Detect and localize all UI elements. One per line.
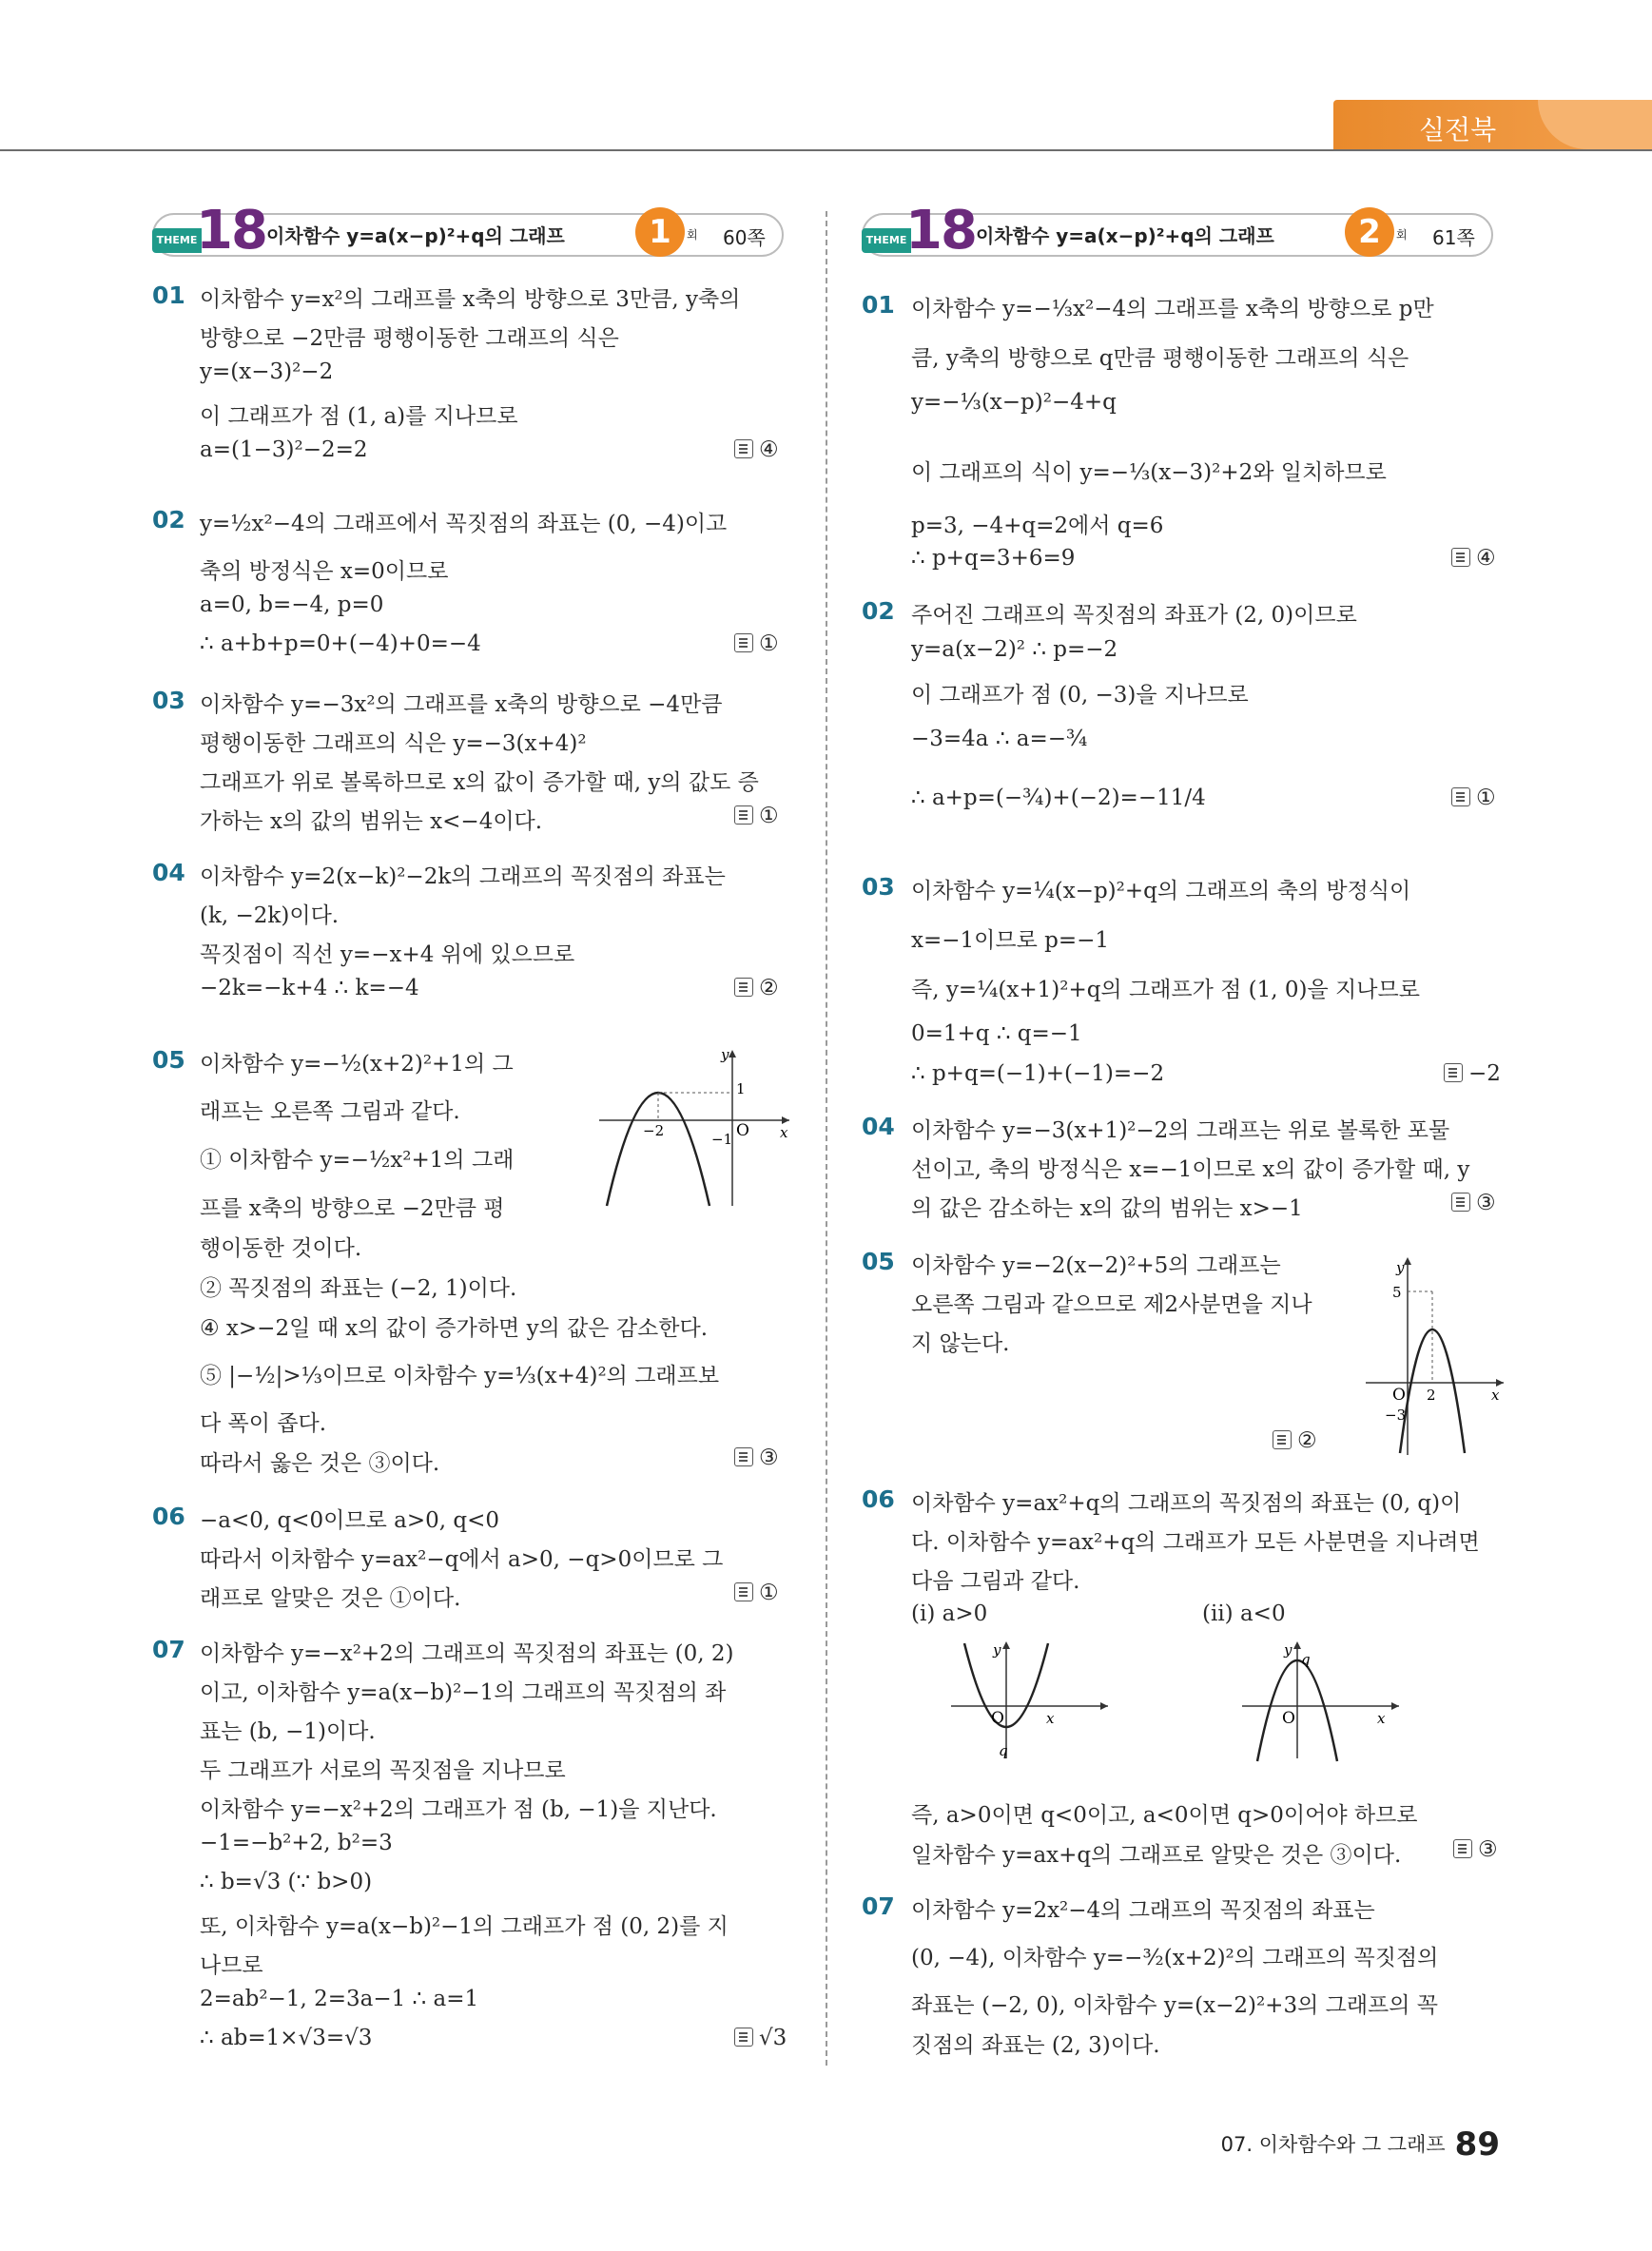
solution-line: 래프는 오른쪽 그림과 같다. (200, 1099, 460, 1124)
x-arrow (1496, 1379, 1504, 1387)
solution-line: 지 않는다. (911, 1331, 1010, 1356)
theme-number: 18 (196, 200, 266, 262)
solution-line: 2=ab²−1, 2=3a−1 ∴ a=1 (200, 1987, 479, 2011)
answer (734, 437, 779, 462)
page-number: 89 (1454, 2125, 1500, 2164)
tick-5: 5 (1392, 1284, 1402, 1301)
answer (734, 631, 779, 656)
solution-line: 다 폭이 좁다. (200, 1411, 327, 1436)
case-label-b: (ⅱ) a<0 (1202, 1601, 1286, 1626)
origin-label: O (1282, 1709, 1295, 1728)
left05-graph (590, 1046, 799, 1208)
solution-line: 0=1+q ∴ q=−1 (911, 1021, 1082, 1046)
solution-line: 이차함수 y=−⅓x²−4의 그래프를 x축의 방향으로 p만 (911, 297, 1434, 321)
answer-value: ④ (759, 437, 779, 462)
solution-line: 나므로 (200, 1953, 263, 1978)
tab-decoration (1538, 100, 1652, 149)
theme-tag: THEME (152, 228, 202, 253)
tick-m1: −1 (711, 1131, 733, 1148)
theme-tag: THEME (862, 228, 911, 253)
theme-title: 이차함수 y=a(x−p)²+q의 그래프 (266, 224, 565, 247)
solution-line: ∴ a+b+p=0+(−4)+0=−4 (200, 631, 481, 656)
solution-line: 이차함수 y=ax²+q의 그래프의 꼭짓점의 좌표는 (0, q)이 (911, 1491, 1462, 1516)
answer (734, 976, 779, 1000)
q-label: q (999, 1742, 1008, 1759)
solution-line: 이고, 이차함수 y=a(x−b)²−1의 그래프의 꼭짓점의 좌 (200, 1680, 727, 1705)
problem-number: 04 (862, 1113, 895, 1140)
solution-line: 이차함수 y=−x²+2의 그래프의 꼭짓점의 좌표는 (0, 2) (200, 1641, 734, 1666)
solution-line: 이차함수 y=−3(x+1)²−2의 그래프는 위로 볼록한 포물 (911, 1118, 1450, 1143)
tick-m2: −2 (643, 1122, 665, 1139)
answer-icon (1451, 787, 1470, 806)
problem-number: 03 (862, 873, 895, 901)
problem-number: 07 (152, 1636, 185, 1663)
solution-line: ∴ b=√3 (∵ b>0) (200, 1870, 373, 1894)
answer-icon (734, 805, 753, 825)
answer-icon (1444, 1063, 1463, 1082)
solution-line: 주어진 그래프의 꼭짓점의 좌표가 (2, 0)이므로 (911, 603, 1357, 628)
case-label-a: (ⅰ) a>0 (911, 1601, 988, 1626)
solution-line: 일차함수 y=ax+q의 그래프로 알맞은 것은 ③이다. (911, 1843, 1402, 1868)
x-label: x (780, 1124, 788, 1141)
answer-value: ③ (1476, 1191, 1496, 1215)
solution-line: 선이고, 축의 방정식은 x=−1이므로 x의 값이 증가할 때, y (911, 1157, 1470, 1182)
answer (1273, 1428, 1317, 1453)
answer-icon (734, 978, 753, 997)
problem-number: 02 (152, 506, 185, 534)
problem-number: 01 (862, 291, 895, 319)
solution-line: −2k=−k+4 ∴ k=−4 (200, 976, 419, 1000)
solution-line: 이차함수 y=x²의 그래프를 x축의 방향으로 3만큼, y축의 (200, 287, 741, 312)
problem-number: 06 (152, 1503, 185, 1530)
answer-icon (734, 439, 753, 458)
solution-line: 큼, y축의 방향으로 q만큼 평행이동한 그래프의 식은 (911, 346, 1409, 371)
x-arrow (1391, 1702, 1399, 1710)
answer-icon (734, 633, 753, 652)
solution-line: y=−⅓(x−p)²−4+q (911, 390, 1117, 415)
y-label: y (1396, 1259, 1405, 1276)
answer (734, 804, 779, 828)
answer-icon (1453, 1839, 1472, 1858)
solution-line: ∴ p+q=(−1)+(−1)=−2 (911, 1061, 1165, 1086)
theme-title: 이차함수 y=a(x−p)²+q의 그래프 (976, 224, 1274, 247)
answer (1451, 546, 1496, 571)
tick-1: 1 (736, 1080, 746, 1097)
header-rule (0, 149, 1652, 151)
solution-line: −a<0, q<0이므로 a>0, q<0 (200, 1508, 499, 1533)
problem-number: 07 (862, 1892, 895, 1920)
solution-line: 다. 이차함수 y=ax²+q의 그래프가 모든 사분면을 지나려면 (911, 1530, 1480, 1555)
solution-line: 좌표는 (−2, 0), 이차함수 y=(x−2)²+3의 그래프의 꼭 (911, 1993, 1439, 2018)
solution-line: 이차함수 y=−x²+2의 그래프가 점 (b, −1)을 지난다. (200, 1797, 717, 1822)
solution-line: 오른쪽 그림과 같으므로 제2사분면을 지나 (911, 1292, 1312, 1317)
tick-m3: −3 (1385, 1407, 1407, 1424)
chapter-label: 07. 이차함수와 그 그래프 (1220, 2133, 1446, 2156)
answer-icon (1273, 1430, 1292, 1449)
solution-line: 래프로 알맞은 것은 ①이다. (200, 1586, 461, 1611)
origin-label: O (1392, 1386, 1406, 1405)
answer-icon (1451, 1193, 1470, 1212)
solution-line: 즉, a>0이면 q<0이고, a<0이면 q>0이어야 하므로 (911, 1803, 1418, 1828)
round-badge: 1 (635, 207, 685, 257)
answer-value: ① (759, 631, 779, 656)
problem-number: 05 (152, 1046, 185, 1074)
solution-line: ∴ ab=1×√3=√3 (200, 2026, 373, 2050)
solution-line: ④ x>−2일 때 x의 값이 증가하면 y의 값은 감소한다. (200, 1316, 709, 1341)
y-label: y (993, 1641, 1001, 1659)
solution-line: 그래프가 위로 볼록하므로 x의 값이 증가할 때, y의 값도 증 (200, 770, 759, 795)
answer (734, 1581, 779, 1605)
right06-graph-a (942, 1640, 1113, 1763)
theme-number: 18 (905, 200, 976, 262)
solution-line: 이차함수 y=2x²−4의 그래프의 꼭짓점의 좌표는 (911, 1898, 1375, 1923)
problem-number: 04 (152, 859, 185, 886)
answer-value: ③ (1478, 1837, 1498, 1862)
origin-label: O (991, 1709, 1004, 1728)
left-theme-header (152, 200, 789, 262)
problem-number: 05 (862, 1248, 895, 1275)
solution-line: y=½x²−4의 그래프에서 꼭짓점의 좌표는 (0, −4)이고 (200, 512, 728, 536)
right05-graph (1356, 1253, 1508, 1458)
solution-line: ∴ p+q=3+6=9 (911, 546, 1076, 571)
answer-value: ② (759, 976, 779, 1000)
answer-value: ① (759, 1581, 779, 1605)
solution-line: x=−1이므로 p=−1 (911, 928, 1110, 953)
q-label: q (1301, 1651, 1311, 1668)
parabola (607, 1093, 709, 1206)
solution-line: 짓점의 좌표는 (2, 3)이다. (911, 2033, 1160, 2058)
solution-line: 이 그래프가 점 (0, −3)을 지나므로 (911, 683, 1249, 708)
y-arrow (729, 1050, 736, 1058)
tick-2: 2 (1427, 1387, 1436, 1404)
solution-line: (0, −4), 이차함수 y=−³⁄₂(x+2)²의 그래프의 꼭짓점의 (911, 1946, 1439, 1970)
solution-line: 프를 x축의 방향으로 −2만큼 평 (200, 1196, 505, 1221)
solution-line: 이차함수 y=−2(x−2)²+5의 그래프는 (911, 1253, 1281, 1278)
solution-line: y=a(x−2)² ∴ p=−2 (911, 637, 1118, 662)
right-theme-header (862, 200, 1499, 262)
solution-line: 이 그래프의 식이 y=−⅓(x−3)²+2와 일치하므로 (911, 460, 1387, 485)
page-footer (1221, 2125, 1500, 2164)
origin-label: O (736, 1121, 749, 1140)
y-label: y (721, 1046, 729, 1063)
solution-line: ⑤ |−½|>⅓이므로 이차함수 y=⅓(x+4)²의 그래프보 (200, 1364, 720, 1388)
solution-line: ① 이차함수 y=−½x²+1의 그래 (200, 1148, 515, 1173)
solution-line: 즉, y=¼(x+1)²+q의 그래프가 점 (1, 0)을 지나므로 (911, 978, 1420, 1002)
solution-line: p=3, −4+q=2에서 q=6 (911, 514, 1164, 538)
answer-icon (1451, 548, 1470, 567)
solution-line: 또, 이차함수 y=a(x−b)²−1의 그래프가 점 (0, 2)를 지 (200, 1914, 729, 1939)
solution-line: 이차함수 y=−½(x+2)²+1의 그 (200, 1052, 514, 1077)
answer-value: √3 (759, 2026, 787, 2050)
problem-number: 02 (862, 597, 895, 625)
answer (734, 1446, 779, 1470)
solution-line: 두 그래프가 서로의 꼭짓점을 지나므로 (200, 1758, 566, 1783)
answer-value: ① (759, 804, 779, 828)
solution-line: 표는 (b, −1)이다. (200, 1719, 376, 1744)
solution-line: y=(x−3)²−2 (200, 359, 334, 384)
solution-line: a=(1−3)²−2=2 (200, 437, 368, 462)
section-tab (1333, 100, 1652, 149)
solution-line: 꼭짓점이 직선 y=−x+4 위에 있으므로 (200, 942, 575, 967)
x-label: x (1046, 1710, 1055, 1727)
answer-value: ② (1297, 1428, 1317, 1453)
y-label: y (1284, 1641, 1292, 1659)
solution-line: 이차함수 y=2(x−k)²−2k의 그래프의 꼭짓점의 좌표는 (200, 864, 726, 889)
x-label: x (1377, 1710, 1386, 1727)
answer (734, 2026, 787, 2050)
solution-line: ② 꼭짓점의 좌표는 (−2, 1)이다. (200, 1276, 517, 1301)
answer-icon (734, 1582, 753, 1601)
solution-line: 이 그래프가 점 (1, a)를 지나므로 (200, 404, 518, 429)
solution-line: 이차함수 y=¼(x−p)²+q의 그래프의 축의 방정식이 (911, 879, 1411, 903)
column-divider (826, 211, 827, 2066)
solution-line: a=0, b=−4, p=0 (200, 592, 384, 617)
answer-value: ④ (1476, 546, 1496, 571)
solution-line: 축의 방정식은 x=0이므로 (200, 559, 449, 584)
problem-number: 06 (862, 1485, 895, 1513)
solution-line: (k, −2k)이다. (200, 903, 340, 928)
solution-line: −1=−b²+2, b²=3 (200, 1831, 393, 1855)
solution-line: −3=4a ∴ a=−¾ (911, 727, 1088, 751)
answer-value: −2 (1468, 1061, 1501, 1086)
solution-line: 따라서 이차함수 y=ax²−q에서 a>0, −q>0이므로 그 (200, 1547, 724, 1572)
solution-line: 행이동한 것이다. (200, 1236, 362, 1261)
answer (1453, 1837, 1498, 1862)
solution-line: ∴ a+p=(−¾)+(−2)=−11/4 (911, 786, 1206, 810)
answer (1451, 1191, 1496, 1215)
answer-value: ① (1476, 786, 1496, 810)
answer (1444, 1061, 1501, 1086)
answer-icon (734, 2028, 753, 2047)
right06-graph-b (1233, 1640, 1404, 1763)
theme-page: 60쪽 (723, 226, 766, 249)
round-badge: 2 (1345, 207, 1394, 257)
solution-line: 다음 그림과 같다. (911, 1569, 1080, 1594)
theme-page: 61쪽 (1432, 226, 1475, 249)
solution-line: 방향으로 −2만큼 평행이동한 그래프의 식은 (200, 326, 619, 351)
answer-icon (734, 1447, 753, 1466)
round-suffix: 회 (1396, 228, 1408, 242)
problem-number: 01 (152, 281, 185, 309)
tab-label: 실전북 (1419, 114, 1497, 146)
solution-line: 가하는 x의 값의 범위는 x<−4이다. (200, 809, 543, 834)
x-arrow (1100, 1702, 1108, 1710)
x-arrow (782, 1116, 789, 1124)
x-label: x (1491, 1387, 1500, 1404)
answer-value: ③ (759, 1446, 779, 1470)
round-suffix: 회 (687, 228, 698, 242)
answer (1451, 786, 1496, 810)
problem-number: 03 (152, 687, 185, 714)
solution-line: 평행이동한 그래프의 식은 y=−3(x+4)² (200, 731, 587, 756)
y-arrow (1002, 1641, 1010, 1649)
y-arrow (1293, 1641, 1301, 1649)
solution-line: 이차함수 y=−3x²의 그래프를 x축의 방향으로 −4만큼 (200, 692, 723, 717)
solution-line: 따라서 옳은 것은 ③이다. (200, 1451, 440, 1476)
solution-line: 의 값은 감소하는 x의 값의 범위는 x>−1 (911, 1196, 1303, 1221)
y-arrow (1404, 1257, 1411, 1265)
